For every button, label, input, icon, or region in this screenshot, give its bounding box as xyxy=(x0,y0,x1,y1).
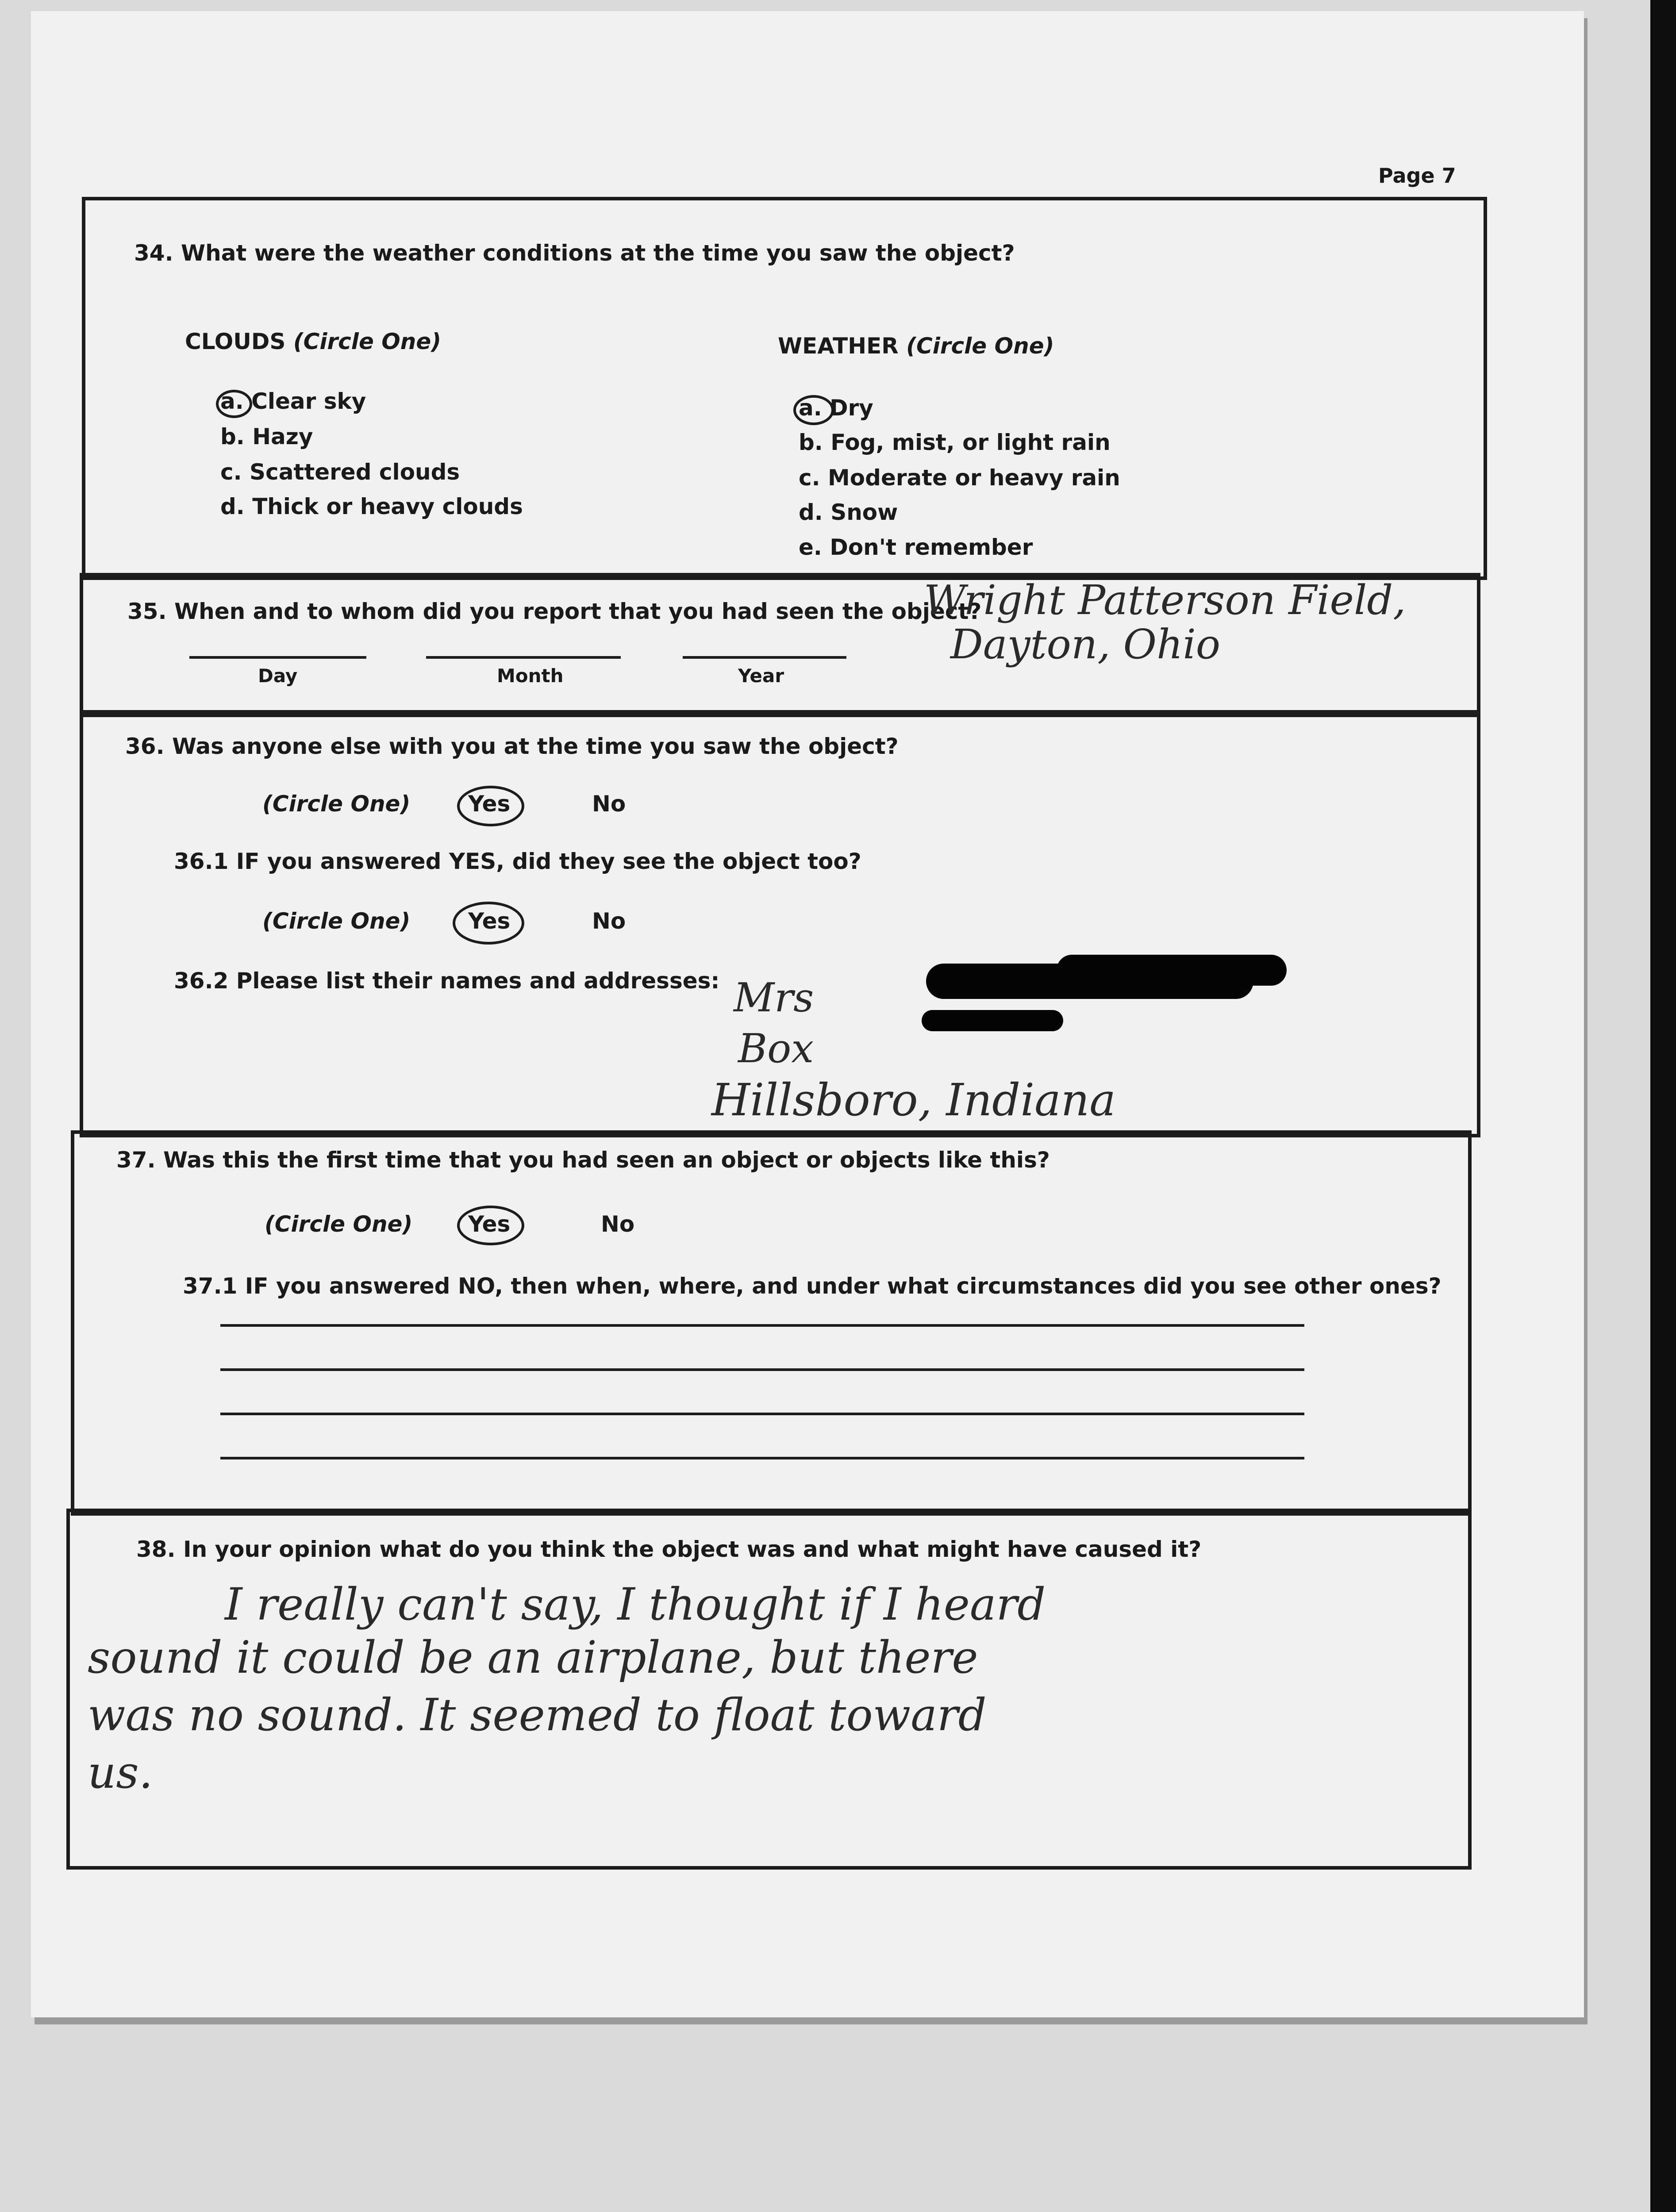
month-label: Month xyxy=(497,665,564,687)
form-page xyxy=(31,11,1584,2017)
weather-heading-text: WEATHER xyxy=(778,333,899,359)
q37-no[interactable]: No xyxy=(601,1211,635,1237)
month-underline xyxy=(426,656,621,659)
handwritten-opinion-line1: I really can't say, I thought if I heard xyxy=(225,1578,1046,1630)
redaction-bar-2 xyxy=(1057,955,1287,986)
clouds-heading-text: CLOUDS xyxy=(185,329,286,354)
question-36-2: 36.2 Please list their names and addresses: xyxy=(174,968,720,994)
q36-instruction: (Circle One) xyxy=(262,791,411,817)
page-number: Page 7 xyxy=(1378,164,1456,188)
q37-1-answer-line-2 xyxy=(220,1368,1304,1371)
q37-yes[interactable]: Yes xyxy=(468,1211,511,1237)
handwritten-witness-line2: Box xyxy=(738,1025,814,1072)
question-36: 36. Was anyone else with you at the time you saw the object? xyxy=(125,733,899,759)
question-35: 35. When and to whom did you report that you had seen the object? xyxy=(127,599,982,624)
handwritten-witness-line1: Mrs xyxy=(734,975,814,1021)
clouds-instruction: (Circle One) xyxy=(293,329,442,354)
section-35 xyxy=(80,573,1480,717)
weather-heading xyxy=(778,333,1054,359)
weather-option-e[interactable]: e. Don't remember xyxy=(799,534,1033,560)
question-37-1: 37.1 IF you answered NO, then when, where, and under what circumstances did you see other ones? xyxy=(183,1273,1442,1299)
q36-1-instruction: (Circle One) xyxy=(262,908,411,934)
question-38: 38. In your opinion what do you think the object was and what might have caused it? xyxy=(136,1536,1202,1562)
weather-instruction: (Circle One) xyxy=(906,333,1054,359)
question-37: 37. Was this the first time that you had seen an object or objects like this? xyxy=(116,1147,1050,1173)
weather-option-b[interactable]: b. Fog, mist, or light rain xyxy=(799,430,1111,455)
q37-1-answer-line-4 xyxy=(220,1457,1304,1459)
year-underline xyxy=(683,656,846,659)
q37-1-answer-line-3 xyxy=(220,1413,1304,1415)
question-34: 34. What were the weather conditions at the time you saw the object? xyxy=(134,240,1015,266)
handwritten-opinion-line3: was no sound. It seemed to float toward xyxy=(88,1689,987,1741)
clouds-option-d[interactable]: d. Thick or heavy clouds xyxy=(220,494,523,519)
day-label: Day xyxy=(258,665,298,687)
q37-1-answer-line-1 xyxy=(220,1324,1304,1327)
handwritten-report-line2: Dayton, Ohio xyxy=(950,621,1221,668)
weather-option-c[interactable]: c. Moderate or heavy rain xyxy=(799,465,1120,491)
section-37 xyxy=(71,1130,1472,1516)
section-36 xyxy=(80,710,1480,1137)
section-34 xyxy=(82,197,1487,580)
redaction-bar-3 xyxy=(922,1010,1063,1031)
q36-no[interactable]: No xyxy=(592,791,626,817)
weather-option-d[interactable]: d. Snow xyxy=(799,499,898,525)
handwritten-witness-line3: Hillsboro, Indiana xyxy=(711,1074,1116,1126)
q37-instruction: (Circle One) xyxy=(265,1211,413,1237)
clouds-option-c[interactable]: c. Scattered clouds xyxy=(220,459,460,485)
handwritten-report-line1: Wright Patterson Field, xyxy=(924,576,1406,624)
handwritten-opinion-line2: sound it could be an airplane, but there xyxy=(88,1632,978,1683)
question-36-1: 36.1 IF you answered YES, did they see the object too? xyxy=(174,849,861,874)
q36-1-no[interactable]: No xyxy=(592,908,626,934)
weather-option-a[interactable]: a. Dry xyxy=(799,395,873,421)
day-underline xyxy=(189,656,366,659)
q36-1-yes[interactable]: Yes xyxy=(468,908,511,934)
year-label: Year xyxy=(738,665,784,687)
clouds-heading xyxy=(185,329,441,354)
clouds-option-b[interactable]: b. Hazy xyxy=(220,424,313,449)
handwritten-opinion-line4: us. xyxy=(88,1747,153,1798)
section-38 xyxy=(66,1509,1472,1870)
clouds-option-a[interactable]: a. Clear sky xyxy=(220,388,366,414)
q36-yes[interactable]: Yes xyxy=(468,791,511,817)
